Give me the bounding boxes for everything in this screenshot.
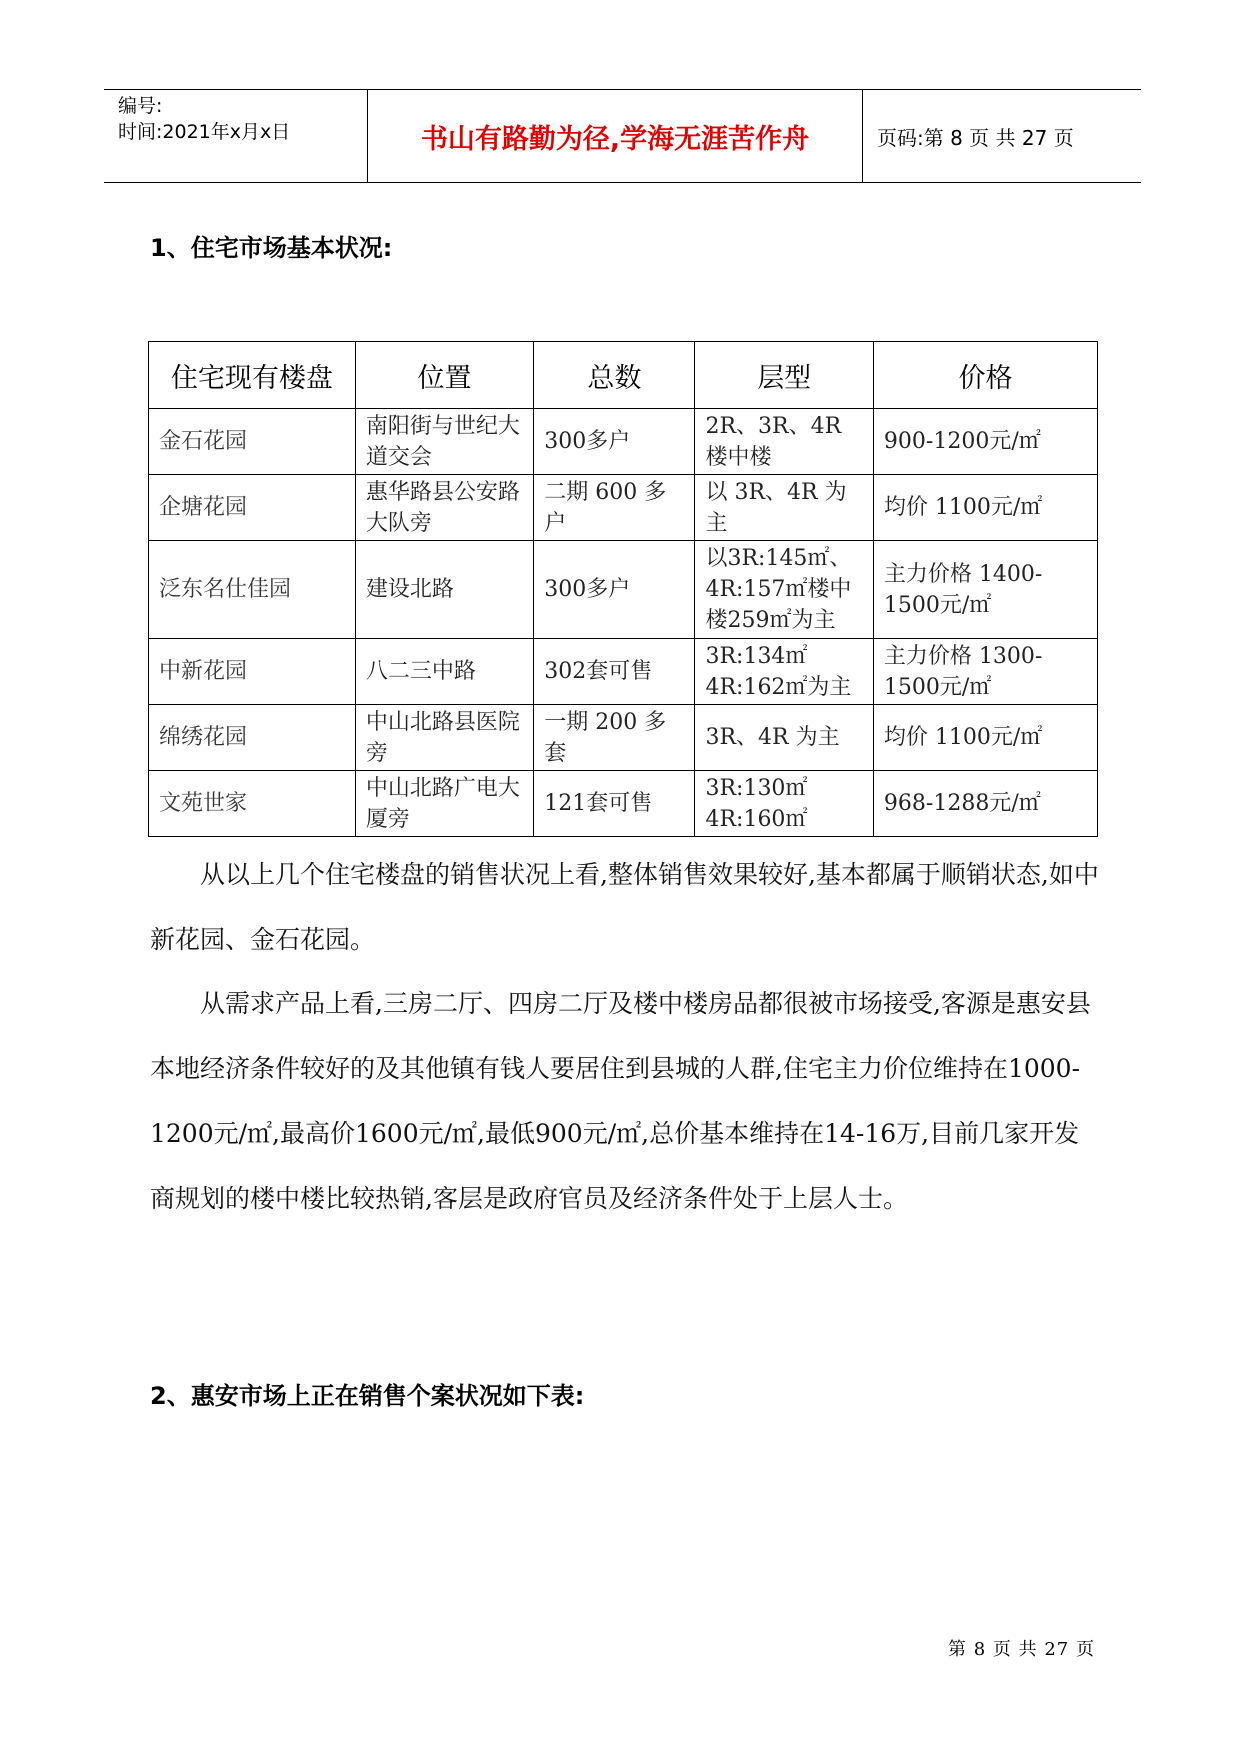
table-cell: 300多户	[534, 409, 695, 475]
table-cell: 中山北路县医院旁	[355, 705, 533, 771]
column-header: 住宅现有楼盘	[149, 342, 356, 409]
document-number-label: 编号:	[118, 95, 163, 117]
table-cell: 文苑世家	[149, 771, 356, 837]
table-cell: 3R:134㎡ 4R:162㎡为主	[695, 639, 873, 705]
table-cell: 八二三中路	[355, 639, 533, 705]
table-cell: 惠华路县公安路大队旁	[355, 475, 533, 541]
table-cell: 968-1288元/㎡	[873, 771, 1097, 837]
column-header: 位置	[355, 342, 533, 409]
table-cell: 二期 600 多户	[534, 475, 695, 541]
table-cell: 302套可售	[534, 639, 695, 705]
table-cell: 一期 200 多套	[534, 705, 695, 771]
table-row	[149, 541, 1098, 639]
table-row	[149, 409, 1098, 475]
section-1-heading: 1、住宅市场基本状况:	[150, 234, 393, 262]
table-row	[149, 771, 1098, 837]
header-page-label: 页码:第 8 页 共 27 页	[877, 125, 1074, 150]
table-row	[149, 475, 1098, 541]
table-cell: 中新花园	[149, 639, 356, 705]
housing-table	[148, 341, 1098, 837]
table-cell: 建设北路	[355, 541, 533, 639]
table-cell: 金石花园	[149, 409, 356, 475]
table-header-row	[149, 342, 1098, 409]
table-cell: 121套可售	[534, 771, 695, 837]
table-cell: 均价 1100元/㎡	[873, 705, 1097, 771]
paragraph-demand-analysis: 从需求产品上看,三房二厅、四房二厅及楼中楼房品都很被市场接受,客源是惠安县本地经济条件较好的及其他镇有钱人要居住到县城的人群,住宅主力价位维持在1000-1200元/㎡,最高价1600元/㎡,最低900元/㎡,总价基本维持在14-16万,目前几家开发商规划的楼中楼比较热销,客层是政府官员及经济条件处于上层人士。	[150, 989, 1091, 1213]
table-row	[149, 639, 1098, 705]
column-header: 总数	[534, 342, 695, 409]
table-cell: 以 3R、4R 为主	[695, 475, 873, 541]
table-cell: 绵绣花园	[149, 705, 356, 771]
column-header: 价格	[873, 342, 1097, 409]
paragraph-sales-status: 从以上几个住宅楼盘的销售状况上看,整体销售效果较好,基本都属于顺销状态,如中新花园、金石花园。	[150, 860, 1099, 954]
header-motto: 书山有路勤为径,学海无涯苦作舟	[368, 90, 863, 182]
table-cell: 3R:130㎡ 4R:160㎡	[695, 771, 873, 837]
table-cell: 均价 1100元/㎡	[873, 475, 1097, 541]
header-page-number	[863, 90, 1141, 182]
table-cell: 企塘花园	[149, 475, 356, 541]
table-cell: 300多户	[534, 541, 695, 639]
table-cell: 中山北路广电大厦旁	[355, 771, 533, 837]
header-meta	[104, 90, 368, 182]
table-cell: 900-1200元/㎡	[873, 409, 1097, 475]
table-cell: 以3R:145㎡、4R:157㎡楼中楼259㎡为主	[695, 541, 873, 639]
table-cell: 2R、3R、4R楼中楼	[695, 409, 873, 475]
table-row	[149, 705, 1098, 771]
table-cell: 南阳街与世纪大道交会	[355, 409, 533, 475]
table-cell: 主力价格 1300-1500元/㎡	[873, 639, 1097, 705]
column-header: 层型	[695, 342, 873, 409]
section-2-heading: 2、惠安市场上正在销售个案状况如下表:	[150, 1382, 585, 1410]
document-time-label: 时间:2021年x月x日	[118, 121, 291, 143]
page-header	[104, 89, 1141, 183]
table-cell: 3R、4R 为主	[695, 705, 873, 771]
page-footer: 第 8 页 共 27 页	[948, 1639, 1095, 1660]
table-cell: 主力价格 1400-1500元/㎡	[873, 541, 1097, 639]
table-cell: 泛东名仕佳园	[149, 541, 356, 639]
